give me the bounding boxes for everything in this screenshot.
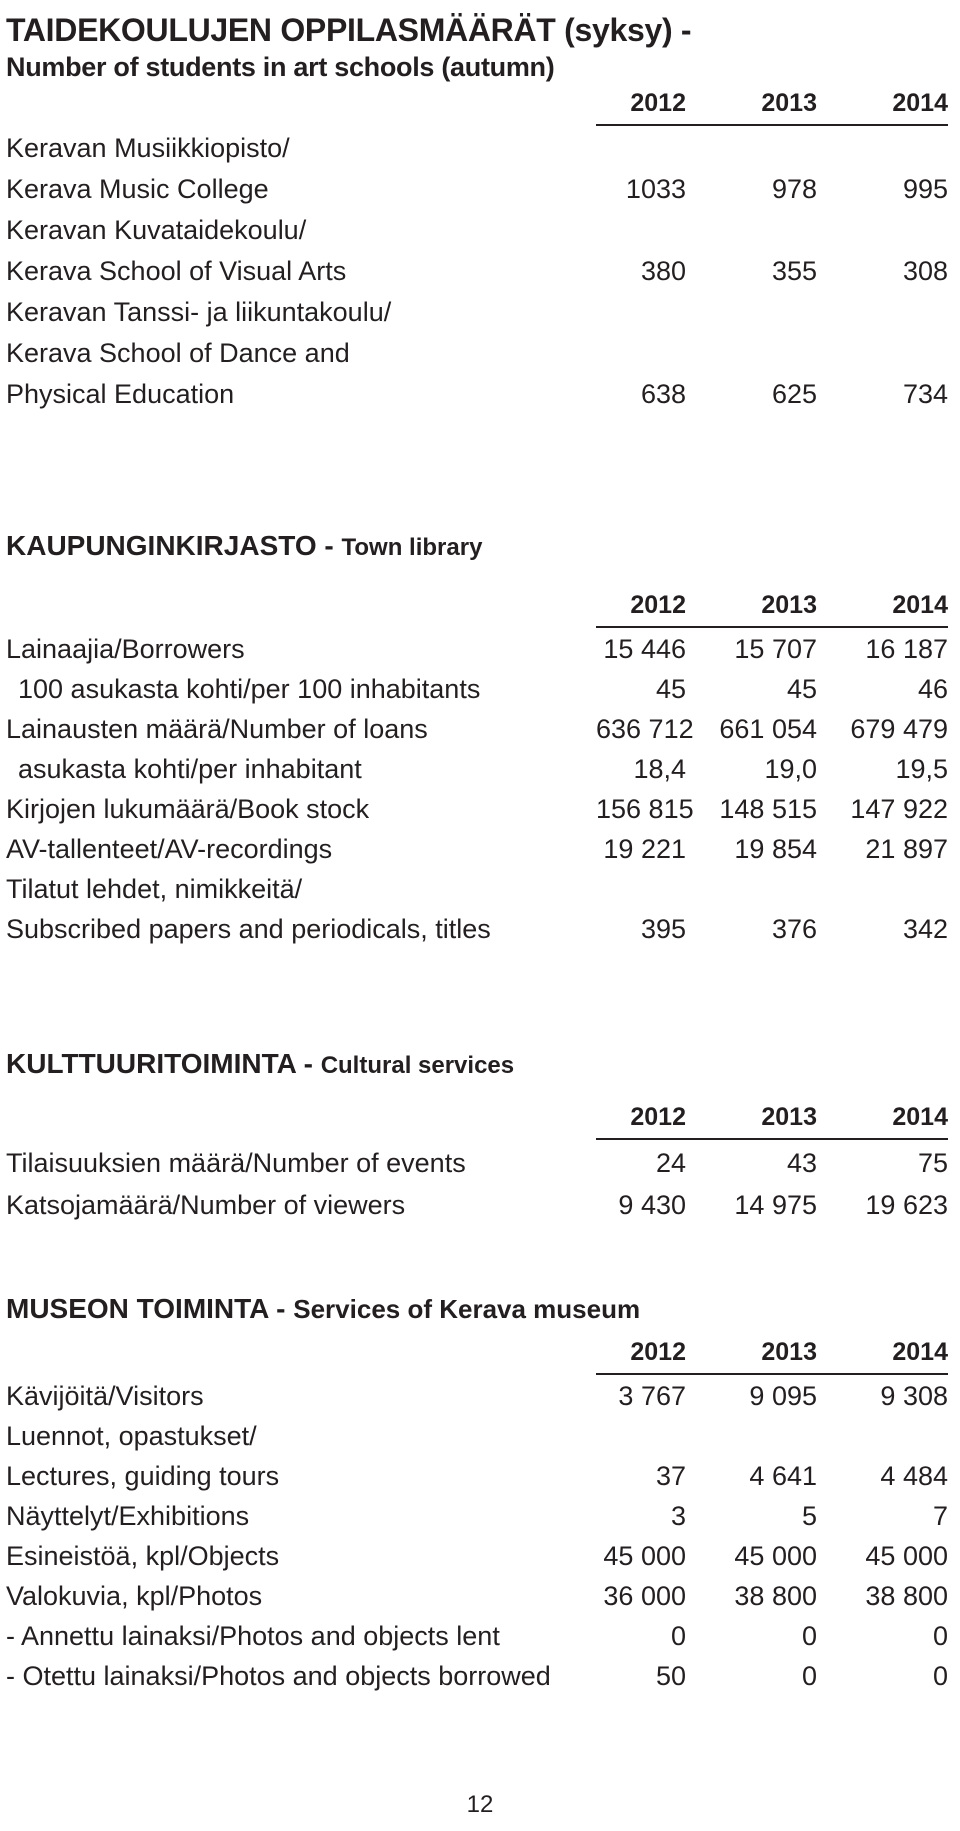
table-row — [6, 1535, 948, 1575]
value-2013: 0 — [801, 1661, 817, 1691]
table-row — [6, 126, 948, 167]
table-row — [6, 668, 948, 708]
row-label: Subscribed papers and periodicals, titles — [6, 914, 491, 944]
value-2012: 9 430 — [618, 1190, 686, 1220]
value-2014: 0 — [932, 1621, 948, 1651]
library-title-en: Town library — [341, 534, 483, 561]
row-label: Kerava School of Visual Arts — [6, 256, 347, 286]
table-row — [6, 1455, 948, 1495]
table-row — [6, 290, 948, 331]
value-2012: 45 — [655, 674, 686, 704]
row-label: - Otettu lainaksi/Photos and objects borrowed — [6, 1661, 551, 1691]
year-2013: 2013 — [761, 89, 817, 117]
value-2013: 0 — [801, 1621, 817, 1651]
value-2012: 636 712 — [596, 714, 694, 744]
value-2012: 638 — [640, 379, 686, 409]
value-2013: 45 000 — [734, 1541, 817, 1571]
value-2014: 4 484 — [880, 1461, 948, 1491]
value-2014: 75 — [917, 1148, 948, 1178]
year-2014: 2014 — [892, 1338, 948, 1366]
library-title-fi: KAUPUNGINKIRJASTO - — [6, 530, 342, 561]
row-label: AV-tallenteet/AV-recordings — [6, 834, 333, 864]
library-section — [6, 528, 948, 948]
museum-title-fi: MUSEON TOIMINTA - — [6, 1293, 294, 1324]
value-2013: 43 — [786, 1148, 817, 1178]
library-rows — [6, 628, 948, 948]
row-label: Tilatut lehdet, nimikkeitä/ — [6, 874, 303, 904]
table-row — [6, 331, 948, 372]
row-label: Physical Education — [6, 379, 235, 409]
value-2012: 0 — [670, 1621, 686, 1651]
value-2013: 376 — [771, 914, 817, 944]
value-2014: 45 000 — [865, 1541, 948, 1571]
value-2014: 995 — [902, 174, 948, 204]
value-2014: 19,5 — [895, 754, 948, 784]
row-label: Keravan Musiikkiopisto/ — [6, 133, 290, 163]
cultural-title-en: Cultural services — [320, 1052, 515, 1079]
value-2013: 15 707 — [734, 634, 817, 664]
table-row — [6, 1415, 948, 1455]
value-2014: 7 — [932, 1501, 948, 1531]
row-label: Esineistöä, kpl/Objects — [6, 1541, 280, 1571]
year-2013: 2013 — [761, 1103, 817, 1131]
museum-year-header — [596, 1327, 948, 1375]
cultural-title — [6, 1046, 948, 1084]
row-label: Lainausten määrä/Number of loans — [6, 714, 428, 744]
value-2014: 679 479 — [850, 714, 948, 744]
value-2014: 308 — [902, 256, 948, 286]
table-row — [6, 828, 948, 868]
value-2013: 9 095 — [749, 1381, 817, 1411]
table-row — [6, 908, 948, 948]
value-2014: 16 187 — [865, 634, 948, 664]
row-label: Keravan Tanssi- ja liikuntakoulu/ — [6, 297, 392, 327]
table-row — [6, 1615, 948, 1655]
table-row — [6, 1575, 948, 1615]
row-label: Tilaisuuksien määrä/Number of events — [6, 1148, 466, 1178]
museum-section — [6, 1291, 948, 1695]
museum-rows — [6, 1375, 948, 1695]
value-2012: 1033 — [625, 174, 686, 204]
value-2014: 734 — [902, 379, 948, 409]
value-2013: 625 — [771, 379, 817, 409]
value-2013: 148 515 — [719, 794, 817, 824]
year-2012: 2012 — [630, 89, 686, 117]
row-label: Kävijöitä/Visitors — [6, 1381, 204, 1411]
value-2012: 19 221 — [603, 834, 686, 864]
value-2013: 4 641 — [749, 1461, 817, 1491]
value-2013: 45 — [786, 674, 817, 704]
library-title — [6, 528, 948, 566]
value-2014: 147 922 — [850, 794, 948, 824]
table-row — [6, 868, 948, 908]
value-2012: 380 — [640, 256, 686, 286]
value-2012: 15 446 — [603, 634, 686, 664]
value-2013: 19,0 — [764, 754, 817, 784]
value-2014: 21 897 — [865, 834, 948, 864]
cultural-section — [6, 1046, 948, 1224]
value-2014: 19 623 — [865, 1190, 948, 1220]
table-row — [6, 249, 948, 290]
year-2012: 2012 — [630, 591, 686, 619]
value-2012: 37 — [655, 1461, 686, 1491]
value-2012: 156 815 — [596, 794, 694, 824]
row-label: Kirjojen lukumäärä/Book stock — [6, 794, 370, 824]
value-2013: 355 — [771, 256, 817, 286]
table-row — [6, 1495, 948, 1535]
year-2014: 2014 — [892, 1103, 948, 1131]
value-2012: 3 — [670, 1501, 686, 1531]
value-2014: 0 — [932, 1661, 948, 1691]
value-2013: 5 — [801, 1501, 817, 1531]
year-2013: 2013 — [761, 591, 817, 619]
year-2012: 2012 — [630, 1338, 686, 1366]
art-schools-rows — [6, 126, 948, 413]
row-label: Luennot, opastukset/ — [6, 1421, 257, 1451]
table-row — [6, 748, 948, 788]
table-row — [6, 708, 948, 748]
table-row — [6, 167, 948, 208]
value-2013: 38 800 — [734, 1581, 817, 1611]
table-row — [6, 208, 948, 249]
year-2014: 2014 — [892, 591, 948, 619]
table-row — [6, 372, 948, 413]
art-schools-title-en: Number of students in art schools (autumn) — [6, 52, 555, 82]
value-2013: 14 975 — [734, 1190, 817, 1220]
row-label: Valokuvia, kpl/Photos — [6, 1581, 263, 1611]
library-year-header — [596, 566, 948, 628]
value-2013: 978 — [771, 174, 817, 204]
table-row — [6, 788, 948, 828]
art-schools-title-fi: TAIDEKOULUJEN OPPILASMÄÄRÄT (syksy) - — [6, 12, 692, 48]
art-schools-section — [6, 10, 948, 413]
value-2012: 36 000 — [603, 1581, 686, 1611]
row-label: asukasta kohti/per inhabitant — [18, 754, 362, 784]
row-label: Katsojamäärä/Number of viewers — [6, 1190, 406, 1220]
value-2012: 3 767 — [618, 1381, 686, 1411]
value-2012: 45 000 — [603, 1541, 686, 1571]
row-label: Keravan Kuvataidekoulu/ — [6, 215, 307, 245]
museum-title — [6, 1291, 948, 1327]
page-number: 12 — [466, 1791, 494, 1818]
row-label: Kerava School of Dance and — [6, 338, 350, 368]
cultural-rows — [6, 1140, 948, 1224]
museum-title-en: Services of Kerava museum — [293, 1294, 641, 1324]
row-label: 100 asukasta kohti/per 100 inhabitants — [18, 674, 481, 704]
year-2012: 2012 — [630, 1103, 686, 1131]
value-2012: 395 — [640, 914, 686, 944]
value-2012: 24 — [655, 1148, 686, 1178]
row-label: Näyttelyt/Exhibitions — [6, 1501, 250, 1531]
art-schools-year-header — [596, 84, 948, 126]
value-2012: 18,4 — [633, 754, 686, 784]
cultural-year-header — [596, 1084, 948, 1140]
cultural-title-fi: KULTTUURITOIMINTA - — [6, 1048, 321, 1079]
row-label: Lainaajia/Borrowers — [6, 634, 245, 664]
value-2013: 19 854 — [734, 834, 817, 864]
table-row — [6, 1182, 948, 1224]
value-2012: 50 — [655, 1661, 686, 1691]
year-2013: 2013 — [761, 1338, 817, 1366]
table-row — [6, 1655, 948, 1695]
value-2014: 46 — [917, 674, 948, 704]
year-2014: 2014 — [892, 89, 948, 117]
value-2014: 38 800 — [865, 1581, 948, 1611]
table-row — [6, 1375, 948, 1415]
value-2013: 661 054 — [719, 714, 817, 744]
value-2014: 9 308 — [880, 1381, 948, 1411]
value-2014: 342 — [902, 914, 948, 944]
row-label: Kerava Music College — [6, 174, 269, 204]
table-row — [6, 1140, 948, 1182]
row-label: Lectures, guiding tours — [6, 1461, 280, 1491]
row-label: - Annettu lainaksi/Photos and objects lent — [6, 1621, 500, 1651]
table-row — [6, 628, 948, 668]
